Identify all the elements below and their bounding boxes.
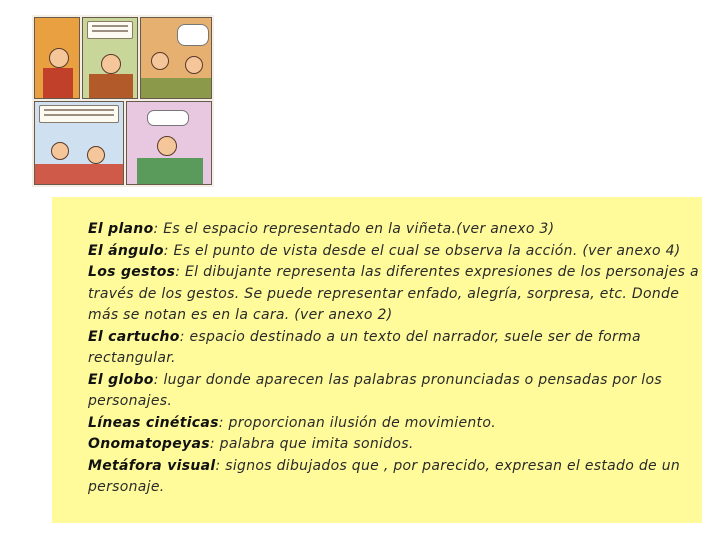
comic-panel-1 [34, 17, 80, 99]
comic-character [185, 56, 203, 74]
definition-text: : espacio destinado a un texto del narrador, suele ser de forma [179, 328, 641, 345]
definition-item [88, 434, 688, 456]
definition-text: : signos dibujados que , por parecido, expresan el estado de un [215, 457, 681, 474]
comic-panel-3 [140, 17, 212, 99]
definition-term: Los gestos [88, 264, 176, 280]
definition-term: Onomatopeyas [88, 436, 210, 452]
definition-text-continuation: rectangular. [88, 350, 176, 366]
comic-character [51, 142, 69, 160]
comic-panel-4 [34, 101, 124, 185]
definition-text-continuation: través de los gestos. Se puede representar enfado, alegría, sorpresa, etc. Donde [88, 285, 680, 302]
comic-panel-5 [126, 101, 212, 185]
definitions-list [88, 219, 699, 499]
comic-character [157, 136, 177, 156]
definition-term: El plano [88, 221, 154, 237]
definition-item [88, 262, 699, 284]
definition-term: El cartucho [88, 328, 180, 345]
definition-text: : lugar donde aparecen las palabras pronunciadas o pensadas por los [153, 371, 662, 388]
definition-item [88, 327, 688, 349]
definitions-note [52, 197, 702, 523]
comic-character [87, 146, 105, 164]
definition-text: : Es el espacio representado en la viñeta.(ver anexo 3) [153, 221, 555, 237]
comic-caption-box [87, 21, 133, 39]
comic-strip-image [32, 15, 214, 187]
definition-term: Metáfora visual [88, 457, 216, 474]
definition-text: : proporcionan ilusión de movimiento. [218, 414, 496, 431]
definition-text-continuation: personaje. [88, 479, 165, 495]
comic-character [49, 48, 69, 68]
definition-term: El globo [88, 371, 154, 388]
definition-item [88, 370, 688, 392]
definition-text: : Es el punto de vista desde el cual se observa la acción. (ver anexo 4) [163, 242, 681, 259]
definition-text: : El dibujante representa las diferentes expresiones de los personajes a [175, 264, 699, 280]
definition-item [88, 413, 688, 435]
definition-item [88, 219, 688, 241]
definition-item [88, 456, 688, 478]
definition-text: : palabra que imita sonidos. [209, 436, 414, 452]
definition-term: Líneas cinéticas [88, 414, 219, 431]
comic-character [101, 54, 121, 74]
comic-panel-2 [82, 17, 138, 99]
definition-text-continuation: más se notan es en la cara. (ver anexo 2) [88, 307, 393, 323]
definition-text-continuation: personajes. [88, 393, 173, 409]
comic-character [151, 52, 169, 70]
definition-term: El ángulo [88, 242, 164, 259]
comic-caption-box [39, 105, 119, 123]
definition-item [88, 241, 688, 263]
